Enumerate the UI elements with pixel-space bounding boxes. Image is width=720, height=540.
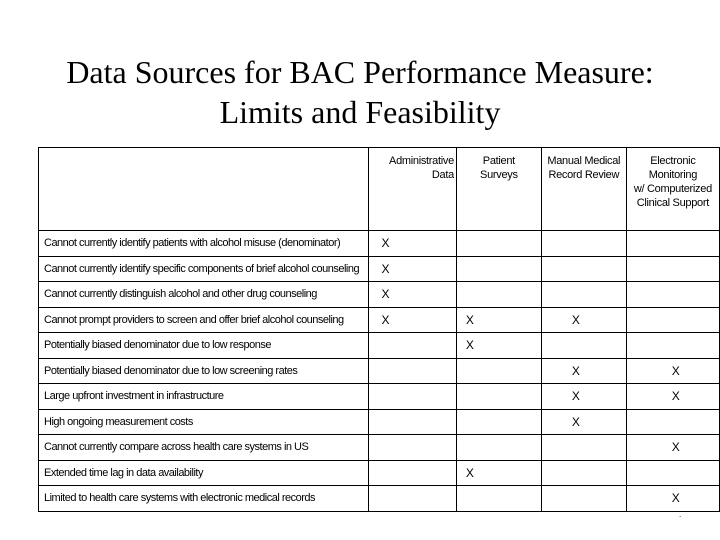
header-electronic-monitoring [626,148,719,231]
mark-cell [541,460,626,486]
x-mark: X [571,389,580,404]
mark-cell [368,409,456,435]
mark-cell [456,460,541,486]
table-row [39,307,720,333]
header-corner [39,148,369,231]
x-mark: X [465,312,474,327]
mark-cell [368,435,456,461]
mark-cell [626,333,719,359]
x-mark: X [465,338,474,353]
mark-cell [368,231,456,257]
mark-cell [456,307,541,333]
x-mark: X [381,287,390,302]
mark-cell [368,282,456,308]
x-mark: X [381,236,390,251]
mark-cell [541,409,626,435]
x-mark: X [465,465,474,480]
mark-cell [541,486,626,512]
table-row [39,460,720,486]
mark-cell [541,435,626,461]
x-mark: X [671,389,680,404]
header-administrative-data [368,148,456,231]
table-row [39,256,720,282]
x-mark: X [381,261,390,276]
mark-cell [541,333,626,359]
table-row [39,384,720,410]
mark-cell [456,358,541,384]
mark-cell [456,384,541,410]
mark-cell [456,282,541,308]
mark-cell [626,435,719,461]
mark-cell [456,256,541,282]
title-line-1: Data Sources for BAC Performance Measure: [66,54,654,90]
mark-cell [456,333,541,359]
table-row [39,358,720,384]
mark-cell [626,486,719,512]
mark-cell [368,307,456,333]
row-label: Cannot currently distinguish alcohol and other drug counseling [39,282,369,308]
header-patient-surveys [456,148,541,231]
mark-cell [368,256,456,282]
header-line: Administrative Data [389,155,454,181]
header-line: Record Review [548,169,620,181]
row-label: Large upfront investment in infrastructure [39,384,369,410]
row-label: Limited to health care systems with electronic medical records [39,486,369,512]
table-header-row [39,148,720,231]
slide-title [0,52,720,132]
x-mark: X [571,312,580,327]
mark-cell [368,460,456,486]
row-label: Cannot currently compare across health care systems in US [39,435,369,461]
x-mark: X [571,414,580,429]
table-row [39,231,720,257]
table-row [39,282,720,308]
mark-cell [368,486,456,512]
x-mark: X [671,363,680,378]
mark-cell [541,384,626,410]
x-mark: X [671,491,680,506]
x-mark: X [381,312,390,327]
table-body [39,231,720,512]
row-label: Extended time lag in data availability [39,460,369,486]
mark-cell [626,384,719,410]
mark-cell [626,282,719,308]
mark-cell [541,282,626,308]
mark-cell [626,460,719,486]
row-label: Cannot prompt providers to screen and offer brief alcohol counseling [39,307,369,333]
table-row [39,333,720,359]
header-line: Clinical Support [636,197,709,209]
mark-cell [626,256,719,282]
mark-cell [541,256,626,282]
mark-cell [456,486,541,512]
mark-cell [626,307,719,333]
title-line-2: Limits and Feasibility [219,94,501,130]
mark-cell [626,409,719,435]
row-label: Cannot currently identify patients with alcohol misuse (denominator) [39,231,369,257]
mark-cell [541,231,626,257]
header-line: w/ Computerized [633,183,712,195]
row-label: High ongoing measurement costs [39,409,369,435]
row-label: Potentially biased denominator due to low screening rates [39,358,369,384]
mark-cell [541,307,626,333]
header-manual-medical-record-review [541,148,626,231]
header-line: Manual Medical [547,155,621,167]
table-row [39,435,720,461]
feasibility-table [38,147,720,512]
mark-cell [626,231,719,257]
mark-cell [456,435,541,461]
mark-cell [456,409,541,435]
header-line: Surveys [480,169,518,181]
row-label: Cannot currently identify specific components of brief alcohol counseling [39,256,369,282]
header-line: Patient [482,155,515,167]
x-mark: X [571,363,580,378]
header-line: Electronic Monitoring [648,155,698,181]
mark-cell [368,384,456,410]
mark-cell [368,333,456,359]
row-label: Potentially biased denominator due to low response [39,333,369,359]
mark-cell [368,358,456,384]
feasibility-table-wrapper [38,147,720,512]
table-row [39,409,720,435]
x-mark: X [671,440,680,455]
mark-cell [541,358,626,384]
corner-mark: . [679,510,682,519]
table-row [39,486,720,512]
mark-cell [626,358,719,384]
mark-cell [456,231,541,257]
